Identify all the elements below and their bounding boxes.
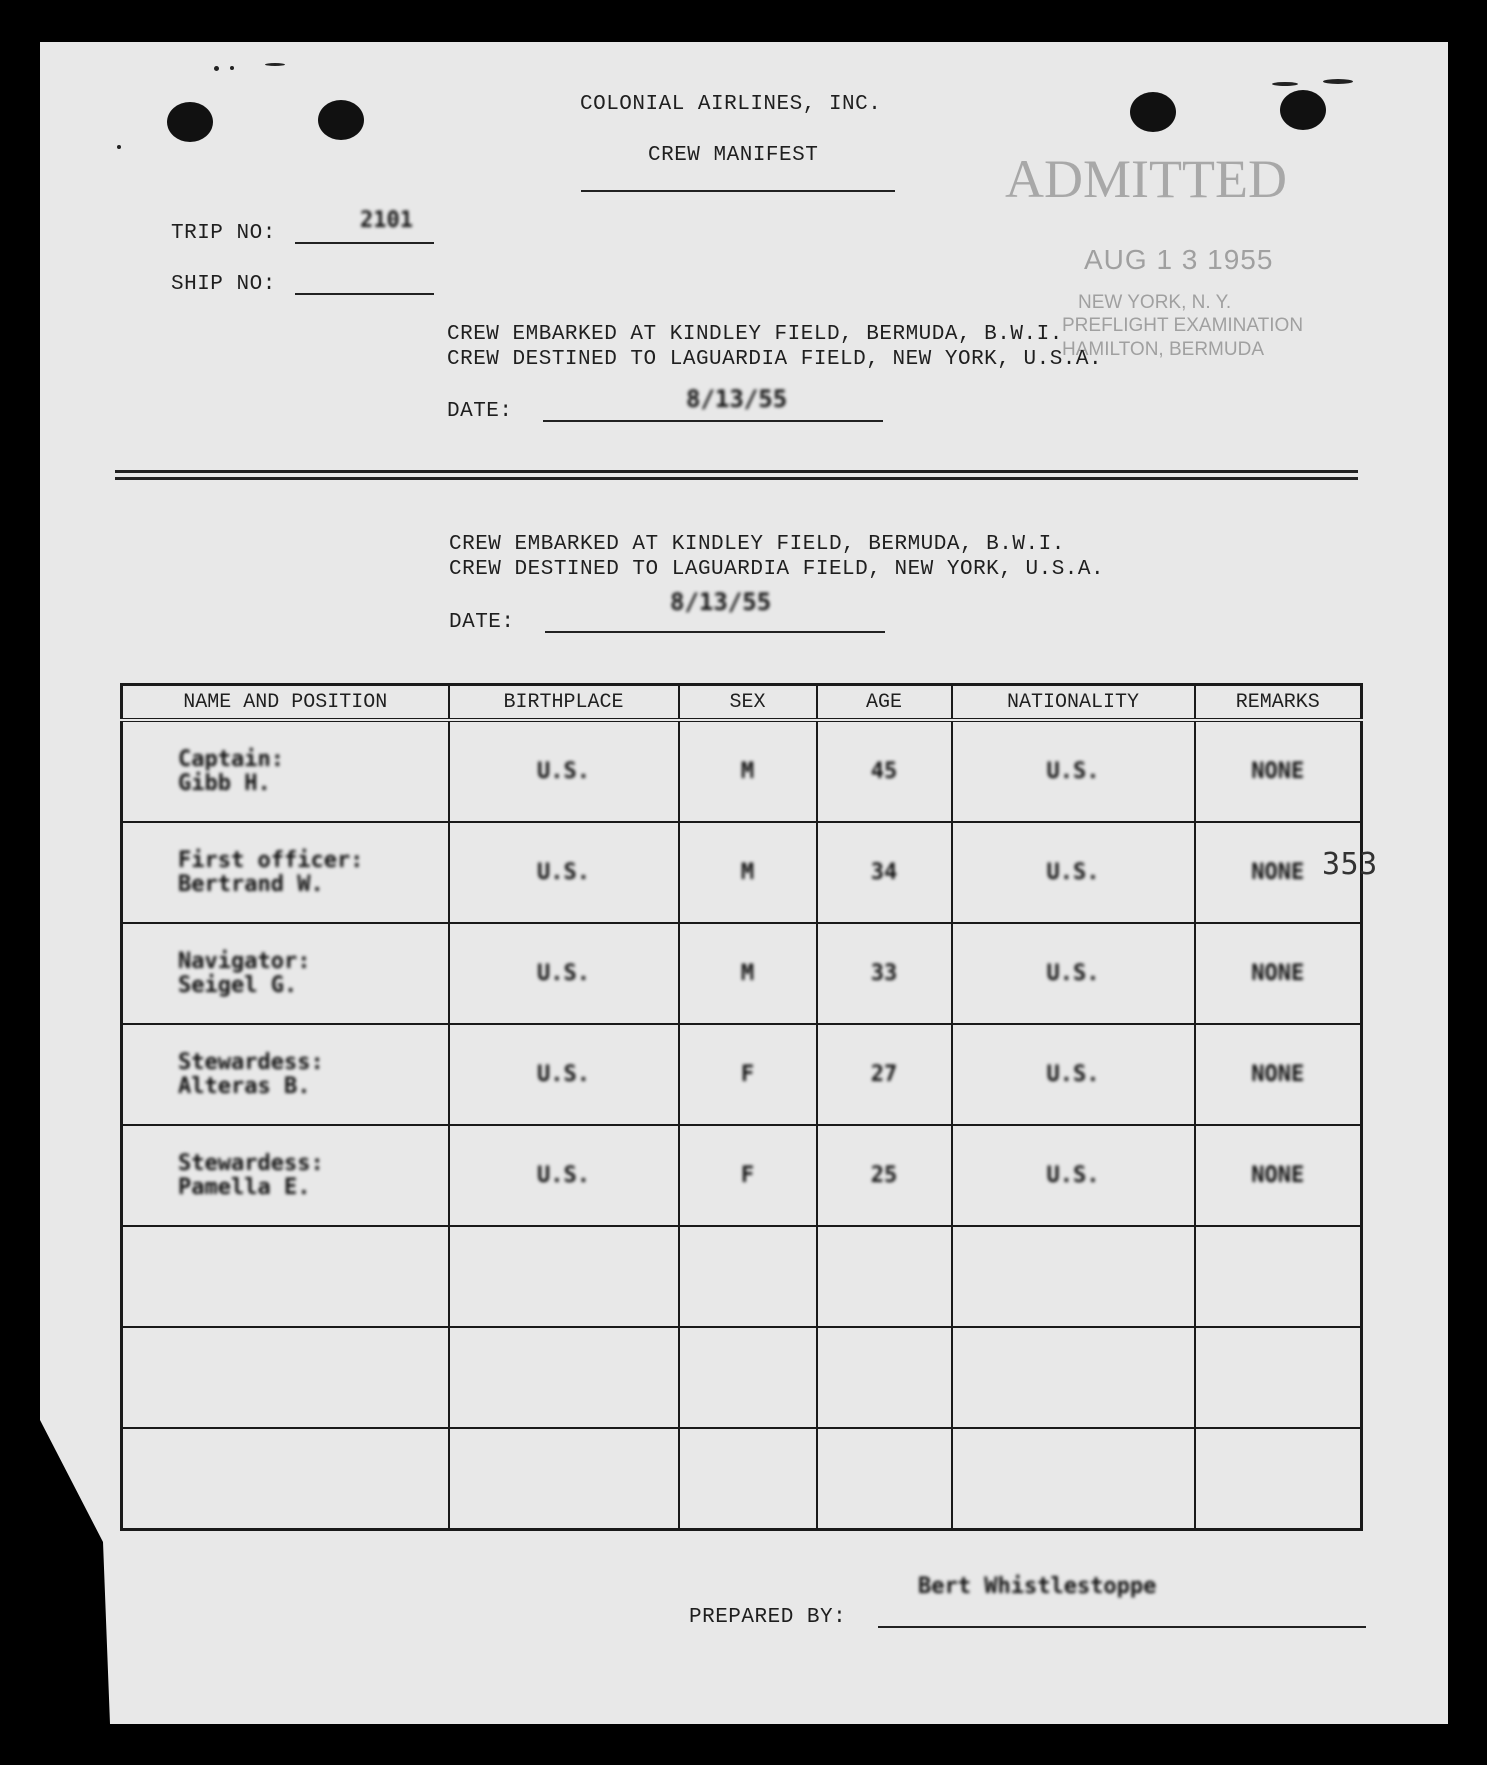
form-title: CREW MANIFEST — [648, 144, 819, 167]
ship-label: SHIP NO: — [171, 273, 276, 296]
age-cell: 33 — [817, 923, 952, 1024]
remarks-cell: NONE — [1195, 822, 1362, 923]
trip-underline — [295, 242, 434, 244]
sex-cell: M — [679, 720, 817, 822]
table-row — [122, 720, 1362, 822]
remarks-cell: NONE — [1195, 720, 1362, 822]
empty-cell — [122, 1226, 449, 1327]
section1-date-underline — [543, 420, 883, 422]
section2-date-value: 8/13/55 — [670, 588, 772, 616]
section1-date-value: 8/13/55 — [686, 385, 788, 413]
birthplace-cell: U.S. — [449, 1125, 679, 1226]
empty-cell — [122, 1327, 449, 1428]
nationality-cell: U.S. — [952, 1024, 1195, 1125]
punch-hole — [167, 102, 213, 142]
sex-cell: M — [679, 822, 817, 923]
age-cell: 45 — [817, 720, 952, 822]
header-nationality: NATIONALITY — [952, 685, 1195, 721]
trip-value: 2101 — [360, 208, 413, 233]
remarks-cell: NONE — [1195, 1125, 1362, 1226]
punch-hole — [1130, 92, 1176, 132]
empty-cell — [817, 1428, 952, 1530]
crew-position: Stewardess: — [178, 1150, 324, 1176]
empty-cell — [449, 1428, 679, 1530]
age-cell: 25 — [817, 1125, 952, 1226]
ink-speck — [1323, 79, 1353, 84]
stamp-location: HAMILTON, BERMUDA — [1062, 339, 1264, 360]
admitted-stamp: ADMITTED — [1005, 149, 1287, 209]
age-cell: 27 — [817, 1024, 952, 1125]
stamp-date: AUG 1 3 1955 — [1084, 244, 1274, 275]
ink-speck — [214, 66, 219, 71]
punch-hole — [318, 100, 364, 140]
company-name: COLONIAL AIRLINES, INC. — [580, 93, 882, 116]
birthplace-cell: U.S. — [449, 822, 679, 923]
age-cell: 34 — [817, 822, 952, 923]
name-position-cell — [122, 720, 449, 822]
crew-name: Bertrand W. — [178, 871, 324, 897]
section2-date-label: DATE: — [449, 611, 515, 634]
table-row-empty — [122, 1327, 1362, 1428]
ink-speck — [230, 66, 234, 70]
sex-cell: F — [679, 1125, 817, 1226]
empty-cell — [952, 1226, 1195, 1327]
empty-cell — [1195, 1226, 1362, 1327]
nationality-cell: U.S. — [952, 720, 1195, 822]
crew-name: Pamella E. — [178, 1174, 311, 1200]
nationality-cell: U.S. — [952, 1125, 1195, 1226]
table-row — [122, 1125, 1362, 1226]
divider-rule — [115, 470, 1358, 473]
empty-cell — [122, 1428, 449, 1530]
table-header-row — [122, 685, 1362, 721]
table-row — [122, 1024, 1362, 1125]
empty-cell — [952, 1327, 1195, 1428]
header-birthplace: BIRTHPLACE — [449, 685, 679, 721]
page-number: 353 — [1322, 847, 1378, 882]
remarks-cell: NONE — [1195, 923, 1362, 1024]
sex-cell: M — [679, 923, 817, 1024]
nationality-cell: U.S. — [952, 923, 1195, 1024]
section2-destined: CREW DESTINED TO LAGUARDIA FIELD, NEW YORK, U.S.A. — [449, 558, 1105, 581]
section1-embarked: CREW EMBARKED AT KINDLEY FIELD, BERMUDA, B.W.I. — [447, 323, 1063, 346]
nationality-cell: U.S. — [952, 822, 1195, 923]
crew-position: Captain: — [178, 746, 284, 772]
title-underline — [581, 190, 895, 192]
crew-name: Alteras B. — [178, 1073, 311, 1099]
empty-cell — [952, 1428, 1195, 1530]
crew-position: First officer: — [178, 847, 364, 873]
section1-destined: CREW DESTINED TO LAGUARDIA FIELD, NEW YORK, U.S.A. — [447, 348, 1103, 371]
crew-name: Seigel G. — [178, 972, 298, 998]
punch-hole — [1280, 90, 1326, 130]
prepared-by-value: Bert Whistlestoppe — [918, 1574, 1157, 1599]
name-position-cell — [122, 1125, 449, 1226]
empty-cell — [449, 1327, 679, 1428]
ink-speck — [117, 145, 121, 149]
header-name-position: NAME AND POSITION — [122, 685, 449, 721]
table-row-empty — [122, 1428, 1362, 1530]
empty-cell — [679, 1327, 817, 1428]
section2-embarked: CREW EMBARKED AT KINDLEY FIELD, BERMUDA, B.W.I. — [449, 533, 1065, 556]
empty-cell — [817, 1327, 952, 1428]
empty-cell — [1195, 1327, 1362, 1428]
table-row-empty — [122, 1226, 1362, 1327]
ink-speck — [265, 63, 285, 66]
table-row — [122, 822, 1362, 923]
section2-date-underline — [545, 631, 885, 633]
trip-label: TRIP NO: — [171, 222, 276, 245]
sex-cell: F — [679, 1024, 817, 1125]
name-position-cell — [122, 822, 449, 923]
remarks-cell: NONE — [1195, 1024, 1362, 1125]
crew-name: Gibb H. — [178, 770, 271, 796]
name-position-cell — [122, 923, 449, 1024]
empty-cell — [679, 1226, 817, 1327]
birthplace-cell: U.S. — [449, 720, 679, 822]
empty-cell — [679, 1428, 817, 1530]
table-row — [122, 923, 1362, 1024]
prepared-by-label: PREPARED BY: — [689, 1606, 847, 1629]
birthplace-cell: U.S. — [449, 923, 679, 1024]
stamp-city: NEW YORK, N. Y. — [1078, 292, 1232, 313]
empty-cell — [1195, 1428, 1362, 1530]
ship-underline — [295, 293, 434, 295]
name-position-cell — [122, 1024, 449, 1125]
stamp-office: PREFLIGHT EXAMINATION — [1062, 315, 1304, 336]
crew-table — [120, 683, 1363, 1531]
section1-date-label: DATE: — [447, 400, 513, 423]
divider-rule — [115, 477, 1358, 480]
empty-cell — [449, 1226, 679, 1327]
crew-position: Stewardess: — [178, 1049, 324, 1075]
crew-position: Navigator: — [178, 948, 311, 974]
header-sex: SEX — [679, 685, 817, 721]
empty-cell — [817, 1226, 952, 1327]
ink-speck — [1272, 82, 1298, 86]
header-remarks: REMARKS — [1195, 685, 1362, 721]
header-age: AGE — [817, 685, 952, 721]
prepared-by-underline — [878, 1626, 1366, 1628]
birthplace-cell: U.S. — [449, 1024, 679, 1125]
